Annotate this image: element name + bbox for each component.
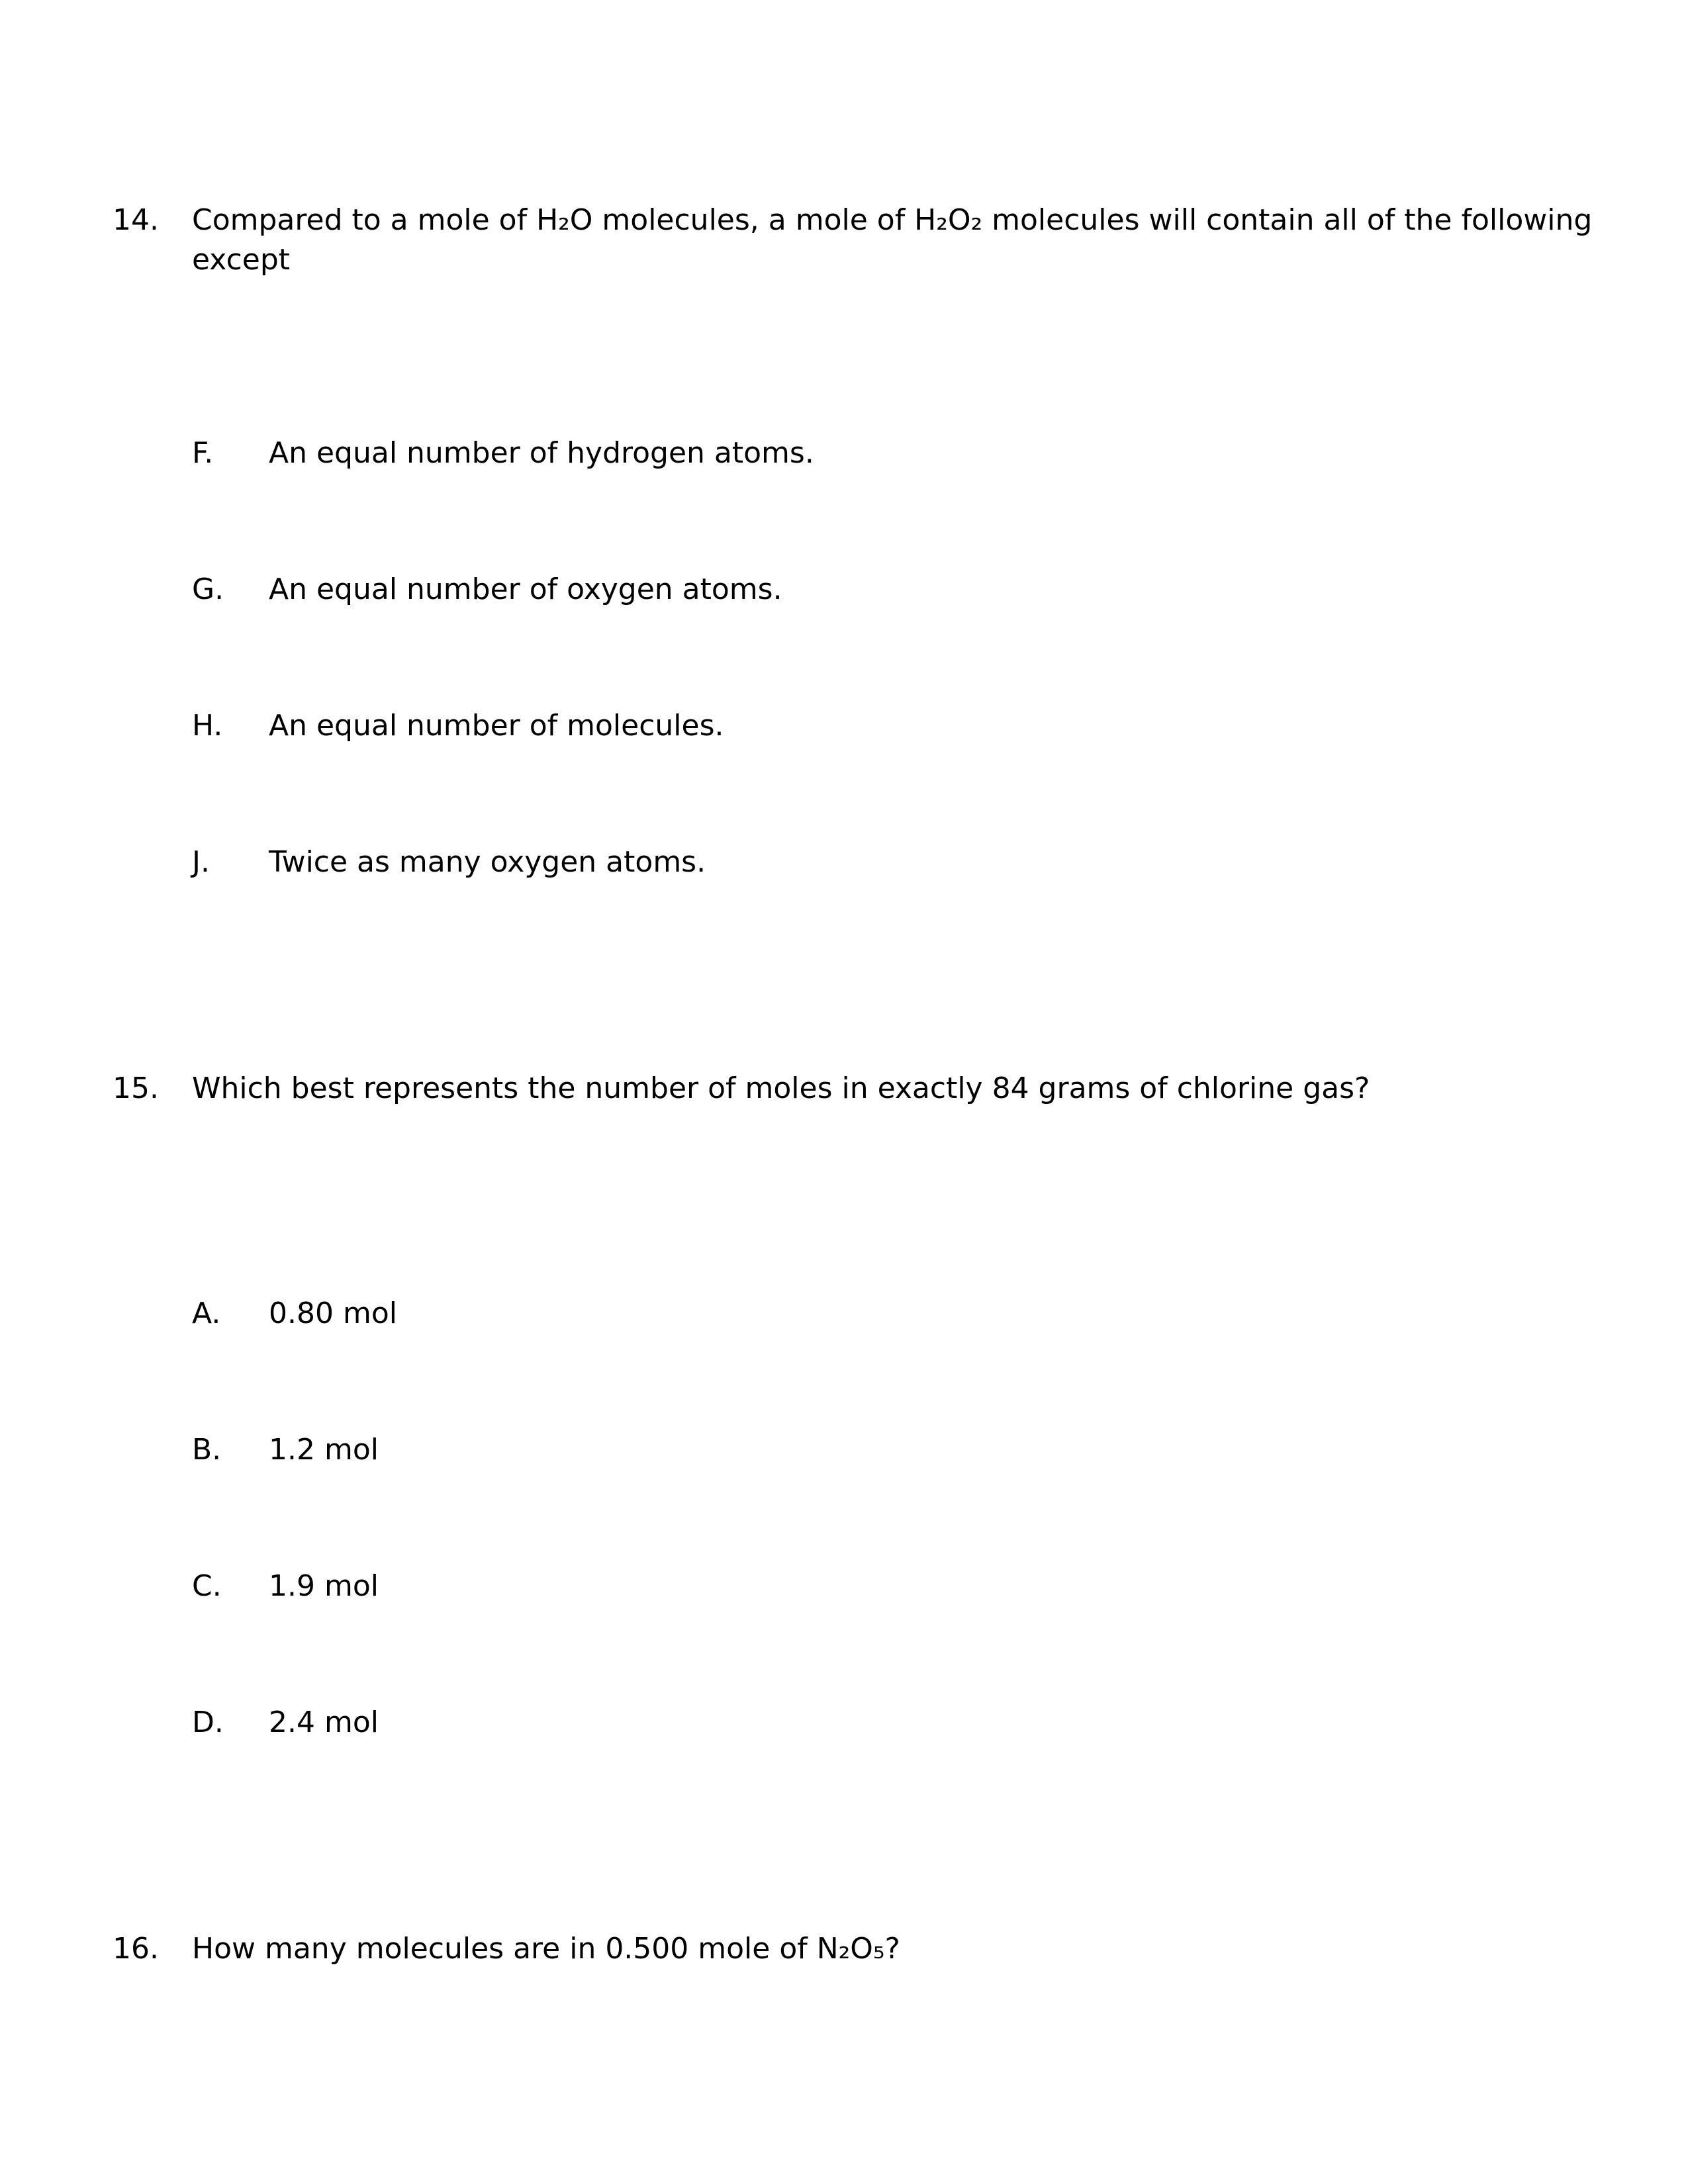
- question-15-number: 15.: [113, 1071, 159, 1105]
- option-b-text: 1.2 mol: [269, 1433, 379, 1467]
- option-h-text: An equal number of molecules.: [269, 709, 724, 743]
- question-15-text-line1: Which best represents the number of moles in exactly 84 grams of chlorine gas?: [192, 1071, 1370, 1105]
- option-a-letter: A.: [192, 1297, 221, 1330]
- question-14-text-line1: Compared to a mole of H₂O molecules, a mole of H₂O₂ molecules will contain all of the following: [192, 203, 1593, 237]
- option-a-text: 0.80 mol: [269, 1297, 397, 1330]
- option-h-letter: H.: [192, 709, 223, 743]
- option-c-text: 1.9 mol: [269, 1569, 379, 1603]
- question-14-text: [192, 201, 1593, 280]
- option-g-letter: G.: [192, 572, 224, 606]
- option-j-letter: J.: [192, 845, 210, 879]
- question-16-number: 16.: [113, 1932, 159, 1966]
- question-16-text-line1: How many molecules are in 0.500 mole of N₂O₅?: [192, 1932, 900, 1966]
- option-d-text: 2.4 mol: [269, 1706, 379, 1739]
- option-j-text: Twice as many oxygen atoms.: [269, 845, 706, 879]
- question-14-number: 14.: [113, 203, 159, 237]
- question-14-text-line2: except: [192, 243, 291, 277]
- option-c-letter: C.: [192, 1569, 222, 1603]
- option-f-letter: F.: [192, 436, 214, 470]
- option-f-text: An equal number of hydrogen atoms.: [269, 436, 814, 470]
- option-g-text: An equal number of oxygen atoms.: [269, 572, 782, 606]
- question-15-text: [192, 1069, 1589, 1109]
- question-16-text: [192, 1929, 1589, 1969]
- option-d-letter: D.: [192, 1706, 224, 1739]
- option-b-letter: B.: [192, 1433, 222, 1467]
